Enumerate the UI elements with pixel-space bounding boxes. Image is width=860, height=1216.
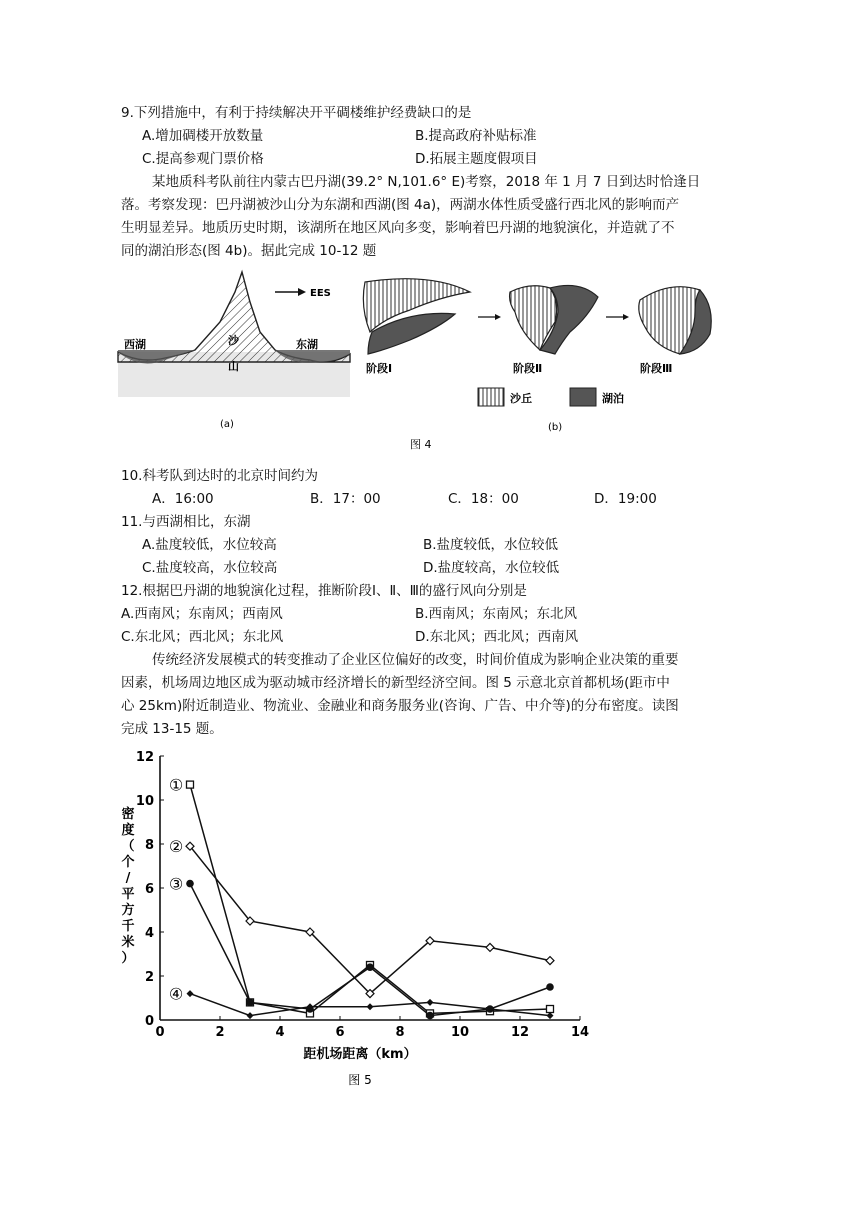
y-axis-label-char: 千 — [121, 919, 135, 934]
q12-option-d: D.东北风；西北风；西南风 — [415, 629, 579, 645]
legend-dune-label: 沙丘 — [510, 392, 532, 405]
y-axis-label-char: ） — [121, 951, 135, 966]
q11-option-a: A.盐度较低，水位较高 — [142, 537, 277, 553]
arrow-2-head — [623, 314, 629, 320]
q12-option-c: C.东北风；西北风；东北风 — [121, 629, 284, 645]
x-axis-label: 距机场距离（km） — [303, 1047, 417, 1062]
q11-option-b: B.盐度较低，水位较低 — [423, 537, 559, 553]
intro2-line4: 完成 13-15 题。 — [121, 721, 223, 737]
stage2-label: 阶段Ⅱ — [513, 362, 543, 375]
series-label-4: ④ — [168, 984, 184, 1004]
series-1-point — [187, 781, 194, 788]
q11-option-d: D.盐度较高，水位较低 — [423, 560, 560, 576]
series-line-2 — [190, 846, 550, 993]
y-tick-label: 0 — [144, 1014, 154, 1029]
wind-arrow-head — [298, 288, 306, 296]
figure-4-caption: 图 4 — [410, 438, 432, 451]
y-tick-label: 12 — [135, 750, 154, 765]
east-lake-label: 东湖 — [296, 338, 318, 351]
q12-stem: 12.根据巴丹湖的地貌演化过程，推断阶段Ⅰ、Ⅱ、Ⅲ的盛行风向分别是 — [121, 583, 527, 599]
series-4-point — [367, 1003, 374, 1010]
x-tick-label: 12 — [510, 1025, 530, 1040]
y-tick-label: 2 — [144, 970, 154, 985]
q9-option-b: B.提高政府补贴标准 — [415, 128, 537, 144]
figure-4a-tag: (a) — [220, 419, 234, 430]
arrow-1-head — [495, 314, 501, 320]
west-lake-label: 西湖 — [124, 338, 146, 351]
y-axis-label-char: （ — [121, 839, 135, 854]
x-tick-label: 14 — [570, 1025, 590, 1040]
y-axis-label-char: 平 — [121, 887, 135, 902]
intro1-line4: 同的湖泊形态(图 4b)。据此完成 10-12 题 — [121, 243, 377, 259]
series-4-point — [187, 990, 194, 997]
figure-5-chart — [110, 742, 630, 1092]
legend-lake-swatch — [570, 388, 596, 406]
figure-4b-tag: (b) — [548, 422, 563, 433]
series-label-2: ② — [168, 837, 184, 857]
q9-stem: 9.下列措施中，有利于持续解决开平碉楼维护经费缺口的是 — [121, 105, 472, 121]
x-tick-label: 2 — [215, 1025, 225, 1040]
q10-option-b: B．17：00 — [310, 491, 381, 507]
y-axis-label-char: 个 — [121, 855, 135, 870]
legend-lake-label: 湖泊 — [602, 392, 624, 405]
figure-4a — [118, 272, 350, 430]
intro2-line3: 心 25km)附近制造业、物流业、金融业和商务服务业(咨询、广告、中介等)的分布密度。读图 — [121, 698, 679, 714]
q11-option-c: C.盐度较高，水位较高 — [142, 560, 278, 576]
y-tick-label: 10 — [135, 794, 154, 809]
series-label-1: ① — [168, 775, 184, 795]
x-tick-label: 8 — [395, 1025, 405, 1040]
intro2-line1: 传统经济发展模式的转变推动了企业区位偏好的改变，时间价值成为影响企业决策的重要 — [152, 652, 679, 668]
intro1-line3: 生明显差异。地质历史时期，该湖所在地区风向多变，影响着巴丹湖的地貌演化，并造就了不 — [121, 220, 675, 236]
y-axis-label-char: 米 — [121, 935, 135, 950]
q10-stem: 10.科考队到达时的北京时间约为 — [121, 468, 318, 484]
sand-label-1: 沙 — [228, 334, 239, 347]
q12-option-b: B.西南风；东南风；东北风 — [415, 606, 578, 622]
y-axis-label-char: 度 — [121, 823, 135, 838]
y-axis-label-char: 密 — [121, 807, 135, 822]
series-4-point — [427, 999, 434, 1006]
intro1-line2: 落。考察发现：巴丹湖被沙山分为东湖和西湖(图 4a)，两湖水体性质受盛行西北风的影响而产 — [121, 197, 680, 213]
q9-option-a: A.增加碉楼开放数量 — [142, 128, 264, 144]
series-3-point — [186, 880, 194, 888]
y-axis-label-char: / — [125, 871, 131, 886]
figure-4b — [363, 279, 711, 433]
q12-option-a: A.西南风；东南风；西南风 — [121, 606, 283, 622]
series-3-point — [426, 1012, 434, 1020]
q10-option-c: C．18：00 — [448, 491, 519, 507]
series-2-point — [546, 957, 554, 965]
q10-option-d: D．19:00 — [594, 491, 657, 507]
y-tick-label: 8 — [144, 838, 154, 853]
y-axis-label-char: 方 — [121, 903, 135, 918]
series-1-point — [547, 1006, 554, 1013]
q9-option-d: D.拓展主题度假项目 — [415, 151, 538, 167]
y-tick-label: 4 — [144, 926, 154, 941]
q10-option-a: A．16:00 — [152, 491, 214, 507]
series-label-3: ③ — [168, 874, 184, 894]
series-2-point — [486, 943, 494, 951]
stage1-label: 阶段Ⅰ — [366, 362, 393, 375]
intro2-line2: 因素，机场周边地区成为驱动城市经济增长的新型经济空间。图 5 示意北京首都机场(距市中 — [121, 675, 670, 691]
figure-4 — [110, 262, 730, 457]
series-3-point — [546, 983, 554, 991]
q9-option-c: C.提高参观门票价格 — [142, 151, 264, 167]
x-tick-label: 4 — [275, 1025, 285, 1040]
wind-label: EES — [310, 288, 331, 299]
series-3-point — [246, 999, 254, 1007]
intro1-line1: 某地质科考队前往内蒙古巴丹湖(39.2° N,101.6° E)考察，2018 年 1 月 7 日到达时恰逢日 — [152, 174, 701, 190]
series-4-point — [247, 1012, 254, 1019]
figure-5-caption: 图 5 — [348, 1073, 372, 1087]
x-tick-label: 0 — [155, 1025, 165, 1040]
y-tick-label: 6 — [144, 882, 154, 897]
series-line-1 — [190, 785, 550, 1014]
legend-dune-swatch — [478, 388, 504, 406]
q11-stem: 11.与西湖相比，东湖 — [121, 514, 251, 530]
stage3-label: 阶段Ⅲ — [640, 362, 673, 375]
x-tick-label: 10 — [450, 1025, 470, 1040]
sand-label-2: 山 — [228, 360, 239, 373]
x-tick-label: 6 — [335, 1025, 345, 1040]
series-3-point — [366, 963, 374, 971]
